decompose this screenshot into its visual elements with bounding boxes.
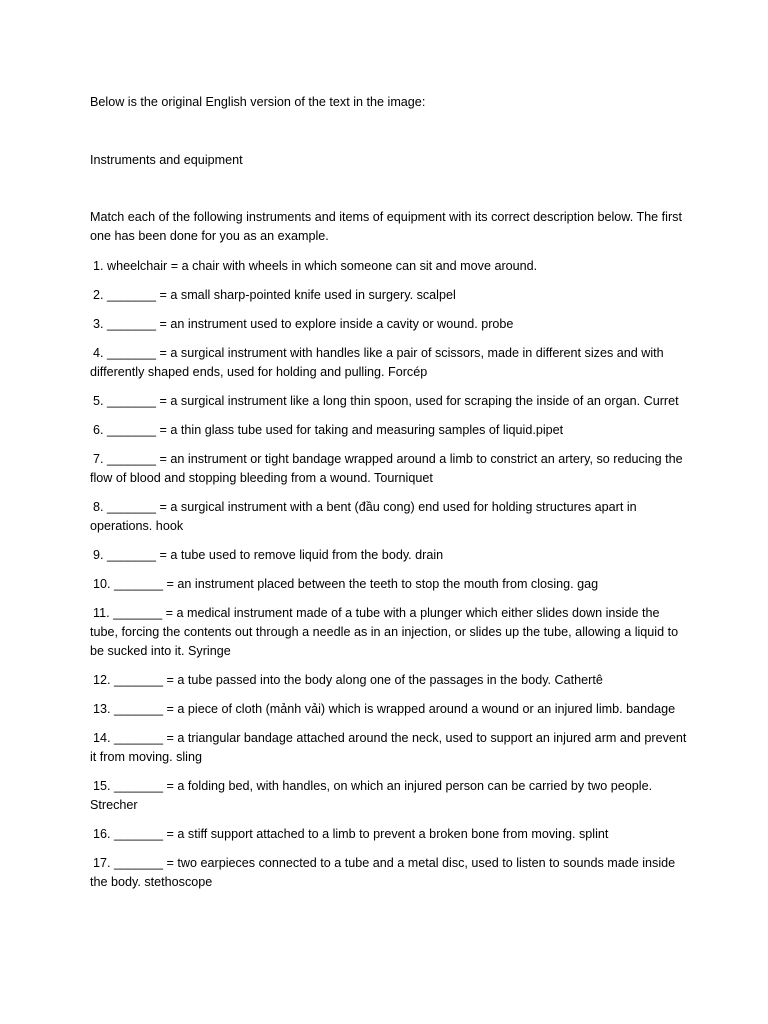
item-text: _______ = a triangular bandage attached around the neck, used to support an injured arm and prevent it from moving. sling — [90, 731, 687, 764]
item-number: 16. — [93, 827, 111, 841]
list-item — [90, 344, 690, 382]
item-text: _______ = a folding bed, with handles, on which an injured person can be carried by two people. Strecher — [90, 779, 653, 812]
item-text: wheelchair = a chair with wheels in which someone can sit and move around. — [107, 259, 538, 273]
item-number: 3. — [93, 317, 104, 331]
list-item — [90, 257, 690, 276]
list-item — [90, 854, 690, 892]
item-text: _______ = a medical instrument made of a tube with a plunger which either slides down inside the tube, forcing the contents out through a needle as in an injection, or slides up the tube, allowing a liquid to be sucked into it. Syringe — [90, 606, 679, 658]
list-item — [90, 604, 690, 661]
list-item — [90, 700, 690, 719]
item-number: 9. — [93, 548, 104, 562]
list-item — [90, 777, 690, 815]
item-number: 2. — [93, 288, 104, 302]
list-item — [90, 729, 690, 767]
item-number: 1. — [93, 259, 104, 273]
list-item — [90, 392, 690, 411]
item-number: 6. — [93, 423, 104, 437]
item-number: 7. — [93, 452, 104, 466]
item-number: 5. — [93, 394, 104, 408]
item-text: _______ = an instrument or tight bandage wrapped around a limb to constrict an artery, so reducing the flow of blood and stopping bleeding from a wound. Tourniquet — [90, 452, 683, 485]
list-item — [90, 450, 690, 488]
item-text: _______ = a stiff support attached to a limb to prevent a broken bone from moving. splint — [114, 827, 609, 841]
item-number: 17. — [93, 856, 111, 870]
item-text: _______ = an instrument placed between the teeth to stop the mouth from closing. gag — [114, 577, 599, 591]
list-item — [90, 421, 690, 440]
item-number: 14. — [93, 731, 111, 745]
list-item — [90, 286, 690, 305]
list-item — [90, 498, 690, 536]
exercise-list — [90, 257, 690, 902]
intro-line: Below is the original English version of the text in the image: — [90, 95, 426, 109]
item-text: _______ = a surgical instrument like a long thin spoon, used for scraping the inside of an organ. Curret — [107, 394, 679, 408]
list-item — [90, 671, 690, 690]
item-text: _______ = a surgical instrument with handles like a pair of scissors, made in different sizes and with differently shaped ends, used for holding and pulling. Forcép — [90, 346, 664, 379]
item-number: 4. — [93, 346, 104, 360]
item-text: _______ = a tube used to remove liquid from the body. drain — [107, 548, 444, 562]
item-number: 10. — [93, 577, 111, 591]
list-item — [90, 546, 690, 565]
item-text: _______ = a piece of cloth (mảnh vải) which is wrapped around a wound or an injured limb. bandage — [114, 702, 676, 716]
item-text: _______ = two earpieces connected to a tube and a metal disc, used to listen to sounds made inside the body. stethoscope — [90, 856, 676, 889]
page-title: Instruments and equipment — [90, 153, 243, 167]
list-item — [90, 575, 690, 594]
item-text: _______ = a tube passed into the body along one of the passages in the body. Cathertê — [114, 673, 603, 687]
item-text: _______ = an instrument used to explore inside a cavity or wound. probe — [107, 317, 514, 331]
item-number: 8. — [93, 500, 104, 514]
item-number: 11. — [93, 606, 110, 620]
list-item — [90, 315, 690, 334]
item-text: _______ = a surgical instrument with a bent (đầu cong) end used for holding structures apart in operations. hook — [90, 500, 637, 533]
item-text: _______ = a thin glass tube used for taking and measuring samples of liquid.pipet — [107, 423, 564, 437]
list-item — [90, 825, 690, 844]
item-number: 12. — [93, 673, 111, 687]
item-text: _______ = a small sharp-pointed knife used in surgery. scalpel — [107, 288, 456, 302]
instructions-paragraph: Match each of the following instruments and items of equipment with its correct description below. The first one has been done for you as an example. — [90, 210, 682, 243]
item-number: 15. — [93, 779, 111, 793]
item-number: 13. — [93, 702, 111, 716]
